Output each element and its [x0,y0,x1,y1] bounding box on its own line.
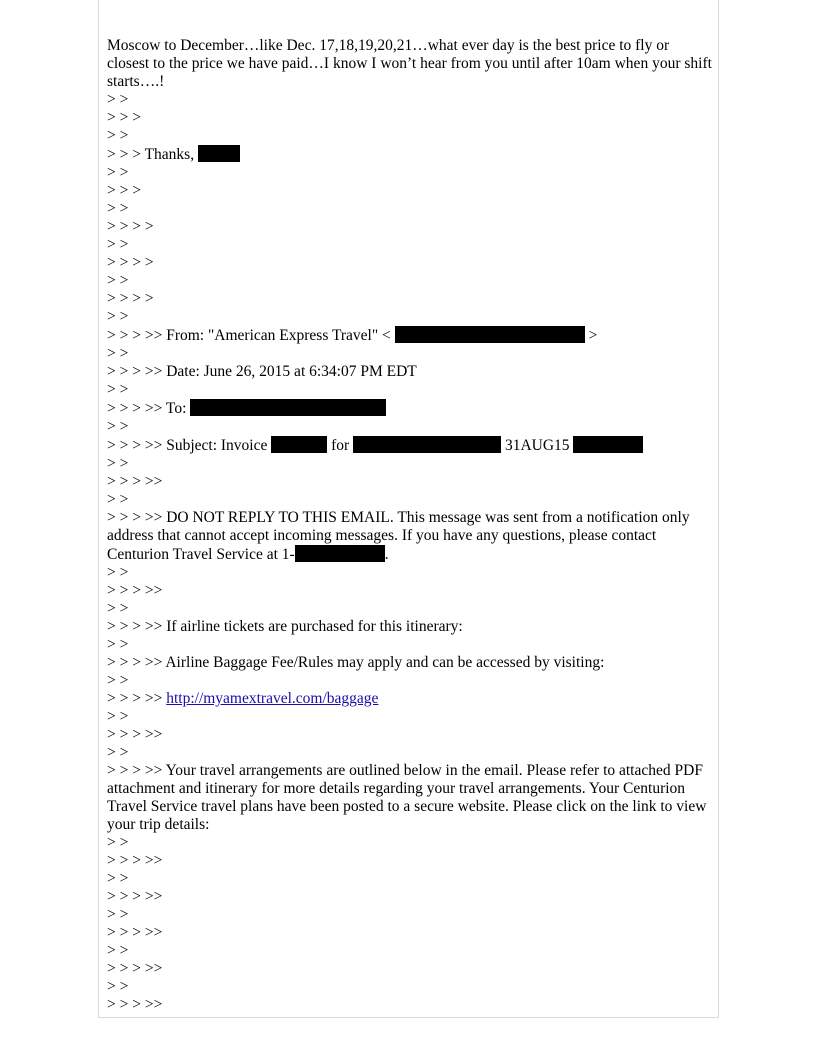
line-text: > > > >> [107,888,163,905]
line-text: > > [107,942,129,959]
email-line [107,708,713,726]
email-line [107,145,713,164]
line-text: for [327,437,354,454]
baggage-link[interactable]: http://myamextravel.com/baggage [166,690,379,707]
redaction-block [271,436,327,453]
line-text: > > > >> [107,960,163,977]
email-line [107,254,713,272]
email-line [107,200,713,218]
line-text: Moscow to December…like Dec. 17,18,19,20,21…what ever day is the best price to fly or closest to the price we have paid…I know I won’t hear from you until after 10am when your shift starts….! [107,37,716,90]
line-text: > > [107,672,129,689]
line-text: > > > >> If airline tickets are purchased for this itinerary: [107,618,463,635]
email-body [107,37,716,1014]
line-text: > > [107,418,129,435]
email-line [107,636,713,654]
email-line [107,399,713,418]
email-line [107,906,713,924]
line-text: > > > >> [107,996,163,1013]
line-text: > > [107,91,129,108]
line-text: > > [107,708,129,725]
line-text: > > > >> Airline Baggage Fee/Rules may apply and can be accessed by visiting: [107,654,605,671]
email-line [107,164,713,182]
line-text: > > [107,978,129,995]
email-line [107,491,713,509]
line-text: > > [107,345,129,362]
email-line [107,272,713,290]
line-text: > > [107,600,129,617]
email-line [107,326,713,345]
email-line [107,236,713,254]
email-line [107,690,713,708]
email-line [107,218,713,236]
line-text: > > > >> Date: June 26, 2015 at 6:34:07 PM EDT [107,363,417,380]
email-line [107,455,713,473]
line-text: > > [107,870,129,887]
redaction-block [395,326,585,343]
line-text: > > > > [107,290,154,307]
line-text: > > [107,381,129,398]
email-line [107,345,713,363]
line-text: > > > >> Your travel arrangements are outlined below in the email. Please refer to attached PDF attachment and itinerary for more details regarding your travel arrangements. Your Centurion Travel Service travel plans have been posted to a secure website. Please click on the link to view your trip details: [107,762,711,833]
line-text: 31AUG15 [501,437,574,454]
line-text: > > > >> DO NOT REPLY TO THIS EMAIL. This message was sent from a notification only address that cannot accept incoming messages. If you have any questions, please contact Centurion Travel Service at 1- [107,509,694,563]
line-text: > > > [107,109,141,126]
line-text: > > > >> [107,473,163,490]
line-text: > > > [107,182,141,199]
line-text: > > [107,744,129,761]
email-line [107,564,713,582]
redaction-block [295,545,385,562]
email-line [107,672,713,690]
email-line [107,91,713,109]
email-line [107,852,713,870]
redaction-block [190,399,386,416]
redaction-block [198,145,240,162]
line-text: > > > >> To: [107,400,191,417]
email-line [107,509,713,564]
line-text: > > [107,564,129,581]
line-text: > [584,327,598,344]
line-text: > > [107,455,129,472]
email-line [107,960,713,978]
email-line [107,996,713,1014]
redaction-block [353,436,501,453]
line-text: > > > >> [107,582,163,599]
line-text: . [384,546,389,563]
email-line [107,888,713,906]
line-text: > > [107,906,129,923]
redaction-block [573,436,643,453]
line-text: > > [107,127,129,144]
line-text: > > [107,164,129,181]
line-text: > > > >> [107,726,163,743]
line-text: > > > > [107,218,154,235]
email-line [107,473,713,491]
line-text: > > [107,272,129,289]
line-text: > > > >> [107,690,167,707]
email-line [107,654,713,672]
line-text: > > > >> [107,852,163,869]
email-line [107,127,713,145]
line-text: > > [107,491,129,508]
email-line [107,582,713,600]
email-line [107,618,713,636]
line-text: > > [107,236,129,253]
email-line [107,726,713,744]
email-line [107,308,713,326]
line-text: > > > > [107,254,154,271]
line-text: > > > Thanks, [107,146,198,163]
line-text: > > [107,200,129,217]
email-line [107,834,713,852]
email-line [107,942,713,960]
email-line [107,600,713,618]
line-text: > > > >> [107,924,163,941]
email-line [107,870,713,888]
line-text: > > > >> From: "American Express Travel" < [107,327,395,344]
email-line [107,109,713,127]
line-text: > > > >> Subject: Invoice [107,437,272,454]
email-line [107,182,713,200]
email-line [107,37,716,91]
email-line [107,290,713,308]
email-line [107,978,713,996]
email-line [107,363,713,381]
line-text: > > [107,308,129,325]
email-line [107,418,713,436]
email-line [107,381,713,399]
line-text: > > [107,834,129,851]
email-line [107,924,713,942]
email-line [107,762,713,834]
email-line [107,436,713,455]
email-line [107,744,713,762]
line-text: > > [107,636,129,653]
